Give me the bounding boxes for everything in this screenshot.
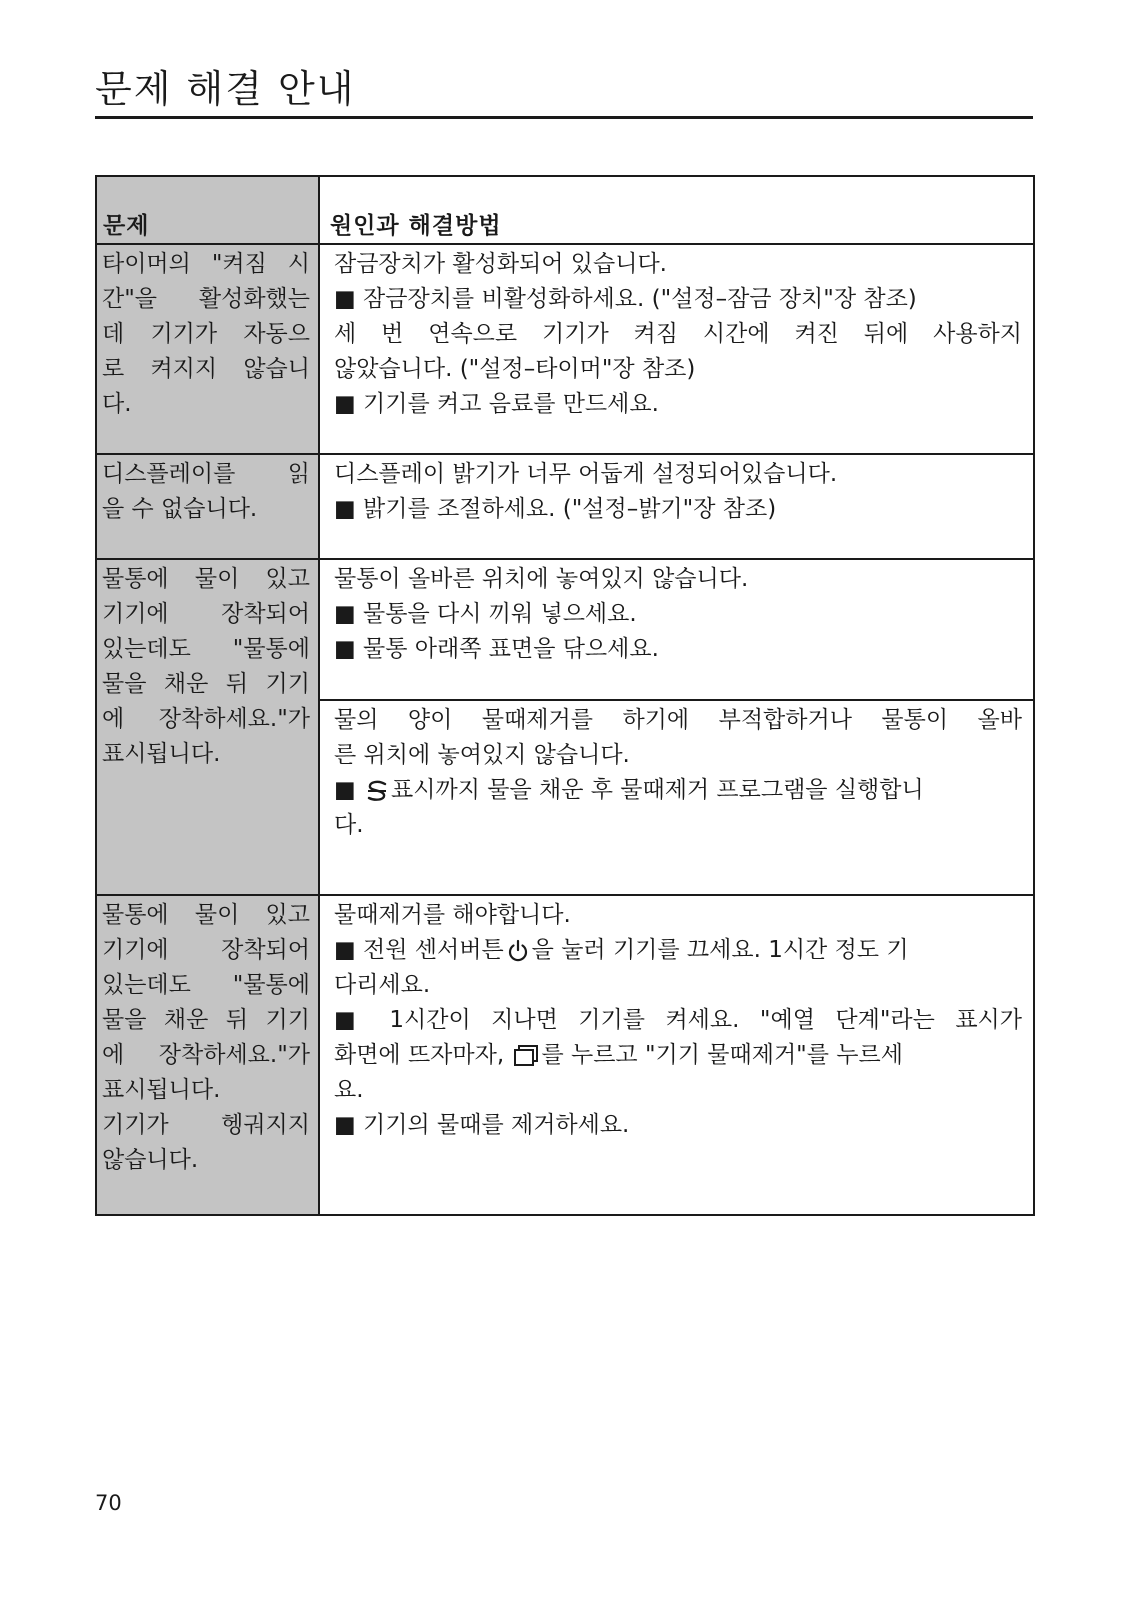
problem-line: 있는데도 "물통에	[102, 636, 310, 662]
table-row	[96, 895, 1034, 1215]
solution-line: ■ 밝기를 조절하세요. ("설정–밝기"장 참조)	[334, 496, 777, 522]
solution-text	[320, 245, 1033, 422]
solution-line: ■ 잠금장치를 비활성화하세요. ("설정–잠금 장치"장 참조)	[334, 286, 917, 312]
solution-text	[320, 560, 1033, 699]
problem-line: 물을 채운 뒤 기기	[102, 1007, 310, 1033]
solution-line: 않았습니다. ("설정–타이머"장 참조)	[334, 356, 696, 382]
header-solution-cell	[319, 176, 1034, 244]
power-icon	[506, 939, 530, 963]
problem-line: 에 장착하세요."가	[102, 706, 310, 732]
solution-line	[334, 773, 1033, 808]
solution-line-rest: 을 눌러 기기를 끄세요. 1시간 정도 기	[531, 937, 909, 963]
solution-cell	[319, 895, 1034, 1215]
problem-text	[97, 455, 318, 527]
solution-line-rest: 표시까지 물을 채운 후 물때제거 프로그램을 실행합니	[391, 777, 924, 803]
solution-text	[320, 896, 1033, 1143]
problem-line: 물통에 물이 있고	[102, 566, 310, 592]
problem-line: 간"을 활성화했는	[102, 286, 310, 312]
problem-cell	[96, 244, 319, 454]
problem-line: 을 수 없습니다.	[102, 496, 258, 522]
solution-line: 다리세요.	[334, 972, 431, 998]
problem-line: 에 장착하세요."가	[102, 1042, 310, 1068]
solution-line: 잠금장치가 활성화되어 있습니다.	[334, 251, 667, 277]
problem-line: 타이머의 "켜짐 시	[102, 251, 310, 277]
page-number: 70	[95, 1491, 122, 1515]
solution-line: 다.	[334, 812, 364, 838]
solution-line-start: ■ 전원 센서버튼	[334, 937, 504, 963]
solution-line	[334, 1038, 1033, 1073]
problem-text	[97, 896, 318, 1178]
solution-line: ■ 물통 아래쪽 표면을 닦으세요.	[334, 636, 659, 662]
solution-line: 물의 양이 물때제거를 하기에 부적합하거나 물통이 올바	[334, 707, 1022, 733]
problem-text	[97, 560, 318, 772]
problem-line: 디스플레이를 읽	[102, 461, 310, 487]
header-problem: 문제	[103, 213, 150, 239]
menu-square-icon	[513, 1044, 539, 1068]
problem-line: 표시됩니다.	[102, 741, 221, 767]
problem-line: 기기에 장착되어	[102, 601, 310, 627]
solution-cell	[319, 244, 1034, 454]
solution-line-rest: 를 누르고 "기기 물때제거"를 누르세	[541, 1042, 903, 1068]
problem-line: 물을 채운 뒤 기기	[102, 671, 310, 697]
solution-bullet: ■	[334, 777, 364, 803]
solution-text	[320, 455, 1033, 527]
solution-line	[334, 933, 1033, 968]
problem-line: 있는데도 "물통에	[102, 972, 310, 998]
solution-cell	[319, 454, 1034, 559]
header-solution: 원인과 해결방법	[330, 213, 502, 239]
problem-line: 물통에 물이 있고	[102, 902, 310, 928]
solution-text	[320, 699, 1033, 843]
problem-text	[97, 245, 318, 422]
table-row	[96, 559, 1034, 895]
troubleshooting-table	[95, 175, 1035, 1216]
solution-line: 디스플레이 밝기가 너무 어둡게 설정되어있습니다.	[334, 461, 838, 487]
header-problem-cell	[96, 176, 319, 244]
solution-cell	[319, 559, 1034, 895]
table-row	[96, 454, 1034, 559]
page-title: 문제 해결 안내	[95, 67, 356, 111]
solution-line: ■ 기기의 물때를 제거하세요.	[334, 1112, 630, 1138]
solution-line: 른 위치에 놓여있지 않습니다.	[334, 742, 630, 768]
problem-cell	[96, 559, 319, 895]
problem-line: 표시됩니다.	[102, 1077, 221, 1103]
problem-cell	[96, 454, 319, 559]
solution-line: ■ 기기를 켜고 음료를 만드세요.	[334, 391, 659, 417]
solution-line: ■ 1시간이 지나면 기기를 켜세요. "예열 단계"라는 표시가	[334, 1007, 1022, 1033]
solution-line: 물때제거를 해야합니다.	[334, 902, 571, 928]
problem-line: 로 켜지지 않습니	[102, 356, 310, 382]
problem-line: 기기가 헹궈지지	[102, 1112, 310, 1138]
title-rule	[95, 116, 1033, 119]
problem-cell	[96, 895, 319, 1215]
solution-line: ■ 물통을 다시 끼워 넣으세요.	[334, 601, 637, 627]
solution-line: 물통이 올바른 위치에 놓여있지 않습니다.	[334, 566, 749, 592]
problem-line: 다.	[102, 391, 132, 417]
solution-line: 요.	[334, 1077, 364, 1103]
solution-line: 세 번 연속으로 기기가 켜짐 시간에 켜진 뒤에 사용하지	[334, 321, 1022, 347]
table-row	[96, 244, 1034, 454]
problem-line: 기기에 장착되어	[102, 937, 310, 963]
solution-line-start: 화면에 뜨자마자,	[334, 1042, 505, 1068]
table-header-row	[96, 176, 1034, 244]
water-fill-mark-icon	[365, 779, 389, 803]
problem-line: 않습니다.	[102, 1147, 199, 1173]
problem-line: 데 기기가 자동으	[102, 321, 310, 347]
